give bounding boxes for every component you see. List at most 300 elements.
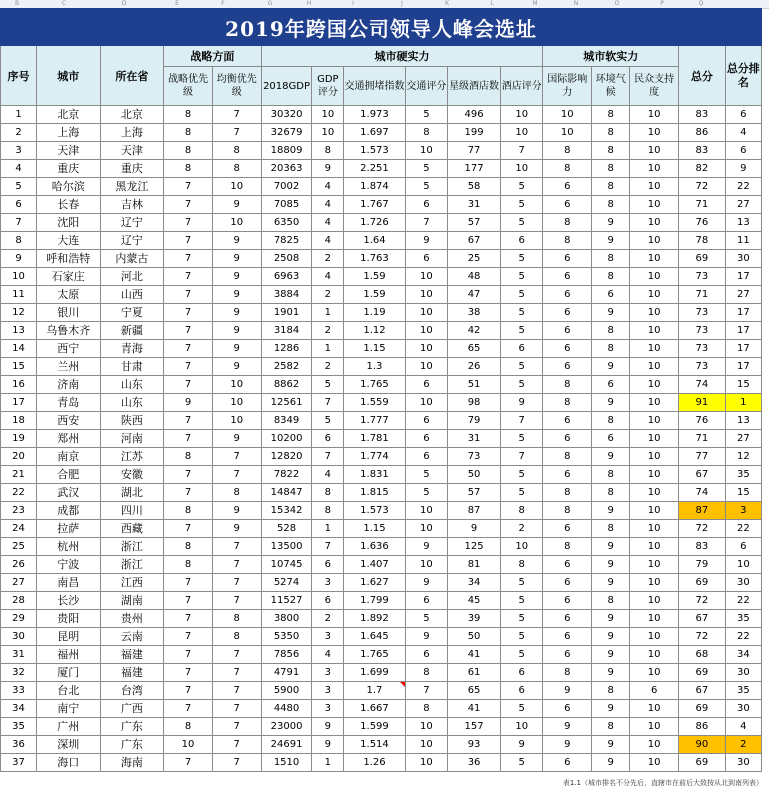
cell-environment[interactable]: 8 bbox=[592, 196, 630, 214]
cell-congestion-index[interactable]: 1.559 bbox=[344, 394, 405, 412]
cell-no[interactable]: 23 bbox=[1, 502, 37, 520]
cell-balance-priority[interactable]: 9 bbox=[212, 268, 261, 286]
cell-star-hotels[interactable]: 47 bbox=[448, 286, 501, 304]
cell-no[interactable]: 21 bbox=[1, 466, 37, 484]
cell-environment[interactable]: 8 bbox=[592, 124, 630, 142]
cell-gdp-score[interactable]: 10 bbox=[312, 124, 344, 142]
cell-intl-influence[interactable]: 10 bbox=[543, 124, 592, 142]
cell-total[interactable]: 83 bbox=[679, 142, 726, 160]
cell-balance-priority[interactable]: 9 bbox=[212, 502, 261, 520]
cell-hotel-score[interactable]: 5 bbox=[501, 430, 543, 448]
column-letter[interactable]: B bbox=[14, 0, 20, 7]
column-letter[interactable]: G bbox=[267, 0, 273, 7]
cell-environment[interactable]: 9 bbox=[592, 646, 630, 664]
cell-balance-priority[interactable]: 9 bbox=[212, 430, 261, 448]
cell-star-hotels[interactable]: 125 bbox=[448, 538, 501, 556]
cell-total[interactable]: 69 bbox=[679, 250, 726, 268]
cell-gdp-score[interactable]: 4 bbox=[312, 214, 344, 232]
cell-no[interactable]: 10 bbox=[1, 268, 37, 286]
cell-gdp-2018[interactable]: 14847 bbox=[261, 484, 312, 502]
cell-rank[interactable]: 17 bbox=[725, 340, 761, 358]
cell-city[interactable]: 银川 bbox=[37, 304, 101, 322]
cell-public-support[interactable]: 10 bbox=[630, 178, 679, 196]
cell-balance-priority[interactable]: 10 bbox=[212, 412, 261, 430]
cell-total[interactable]: 69 bbox=[679, 754, 726, 772]
cell-environment[interactable]: 9 bbox=[592, 664, 630, 682]
cell-public-support[interactable]: 10 bbox=[630, 646, 679, 664]
cell-gdp-2018[interactable]: 15342 bbox=[261, 502, 312, 520]
cell-intl-influence[interactable]: 8 bbox=[543, 376, 592, 394]
cell-intl-influence[interactable]: 6 bbox=[543, 628, 592, 646]
cell-traffic-score[interactable]: 6 bbox=[405, 250, 447, 268]
cell-gdp-score[interactable]: 2 bbox=[312, 358, 344, 376]
cell-congestion-index[interactable]: 1.781 bbox=[344, 430, 405, 448]
cell-city[interactable]: 上海 bbox=[37, 124, 101, 142]
cell-hotel-score[interactable]: 5 bbox=[501, 196, 543, 214]
cell-no[interactable]: 31 bbox=[1, 646, 37, 664]
cell-public-support[interactable]: 10 bbox=[630, 340, 679, 358]
cell-no[interactable]: 2 bbox=[1, 124, 37, 142]
cell-gdp-2018[interactable]: 23000 bbox=[261, 718, 312, 736]
cell-gdp-score[interactable]: 4 bbox=[312, 232, 344, 250]
cell-province[interactable]: 辽宁 bbox=[100, 232, 164, 250]
cell-no[interactable]: 27 bbox=[1, 574, 37, 592]
cell-strategic-priority[interactable]: 10 bbox=[164, 736, 213, 754]
cell-balance-priority[interactable]: 7 bbox=[212, 664, 261, 682]
cell-province[interactable]: 贵州 bbox=[100, 610, 164, 628]
cell-balance-priority[interactable]: 10 bbox=[212, 394, 261, 412]
cell-strategic-priority[interactable]: 7 bbox=[164, 610, 213, 628]
cell-gdp-score[interactable]: 9 bbox=[312, 160, 344, 178]
cell-balance-priority[interactable]: 7 bbox=[212, 646, 261, 664]
cell-balance-priority[interactable]: 7 bbox=[212, 700, 261, 718]
cell-total[interactable]: 73 bbox=[679, 358, 726, 376]
cell-traffic-score[interactable]: 8 bbox=[405, 124, 447, 142]
cell-province[interactable]: 广西 bbox=[100, 700, 164, 718]
cell-congestion-index[interactable]: 1.3 bbox=[344, 358, 405, 376]
cell-city[interactable]: 长沙 bbox=[37, 592, 101, 610]
cell-hotel-score[interactable]: 5 bbox=[501, 610, 543, 628]
cell-congestion-index[interactable]: 1.973 bbox=[344, 106, 405, 124]
cell-total[interactable]: 71 bbox=[679, 430, 726, 448]
column-letter[interactable]: F bbox=[221, 0, 225, 7]
cell-environment[interactable]: 9 bbox=[592, 700, 630, 718]
cell-balance-priority[interactable]: 8 bbox=[212, 160, 261, 178]
cell-total[interactable]: 68 bbox=[679, 646, 726, 664]
cell-province[interactable]: 上海 bbox=[100, 124, 164, 142]
cell-traffic-score[interactable]: 6 bbox=[405, 412, 447, 430]
cell-star-hotels[interactable]: 65 bbox=[448, 340, 501, 358]
cell-strategic-priority[interactable]: 7 bbox=[164, 340, 213, 358]
cell-city[interactable]: 哈尔滨 bbox=[37, 178, 101, 196]
cell-traffic-score[interactable]: 10 bbox=[405, 718, 447, 736]
cell-gdp-score[interactable]: 5 bbox=[312, 376, 344, 394]
cell-congestion-index[interactable]: 1.26 bbox=[344, 754, 405, 772]
cell-public-support[interactable]: 6 bbox=[630, 682, 679, 700]
cell-rank[interactable]: 35 bbox=[725, 466, 761, 484]
cell-gdp-2018[interactable]: 7085 bbox=[261, 196, 312, 214]
cell-balance-priority[interactable]: 10 bbox=[212, 214, 261, 232]
cell-intl-influence[interactable]: 6 bbox=[543, 754, 592, 772]
cell-province[interactable]: 江苏 bbox=[100, 448, 164, 466]
cell-rank[interactable]: 13 bbox=[725, 412, 761, 430]
cell-province[interactable]: 宁夏 bbox=[100, 304, 164, 322]
cell-total[interactable]: 72 bbox=[679, 592, 726, 610]
cell-star-hotels[interactable]: 65 bbox=[448, 682, 501, 700]
cell-rank[interactable]: 22 bbox=[725, 592, 761, 610]
cell-environment[interactable]: 8 bbox=[592, 520, 630, 538]
cell-gdp-2018[interactable]: 3184 bbox=[261, 322, 312, 340]
cell-environment[interactable]: 6 bbox=[592, 286, 630, 304]
cell-province[interactable]: 福建 bbox=[100, 664, 164, 682]
cell-traffic-score[interactable]: 5 bbox=[405, 106, 447, 124]
cell-rank[interactable]: 6 bbox=[725, 538, 761, 556]
cell-public-support[interactable]: 10 bbox=[630, 250, 679, 268]
cell-city[interactable]: 北京 bbox=[37, 106, 101, 124]
cell-strategic-priority[interactable]: 7 bbox=[164, 376, 213, 394]
cell-public-support[interactable]: 10 bbox=[630, 538, 679, 556]
cell-balance-priority[interactable]: 7 bbox=[212, 538, 261, 556]
cell-balance-priority[interactable]: 8 bbox=[212, 628, 261, 646]
cell-strategic-priority[interactable]: 8 bbox=[164, 448, 213, 466]
cell-intl-influence[interactable]: 6 bbox=[543, 592, 592, 610]
cell-environment[interactable]: 6 bbox=[592, 430, 630, 448]
cell-city[interactable]: 广州 bbox=[37, 718, 101, 736]
cell-environment[interactable]: 9 bbox=[592, 304, 630, 322]
cell-traffic-score[interactable]: 6 bbox=[405, 430, 447, 448]
cell-province[interactable]: 吉林 bbox=[100, 196, 164, 214]
cell-star-hotels[interactable]: 9 bbox=[448, 520, 501, 538]
cell-gdp-2018[interactable]: 6963 bbox=[261, 268, 312, 286]
cell-gdp-score[interactable]: 3 bbox=[312, 664, 344, 682]
cell-hotel-score[interactable]: 5 bbox=[501, 574, 543, 592]
cell-no[interactable]: 26 bbox=[1, 556, 37, 574]
cell-intl-influence[interactable]: 6 bbox=[543, 646, 592, 664]
cell-no[interactable]: 20 bbox=[1, 448, 37, 466]
cell-star-hotels[interactable]: 41 bbox=[448, 700, 501, 718]
cell-city[interactable]: 深圳 bbox=[37, 736, 101, 754]
cell-environment[interactable]: 8 bbox=[592, 160, 630, 178]
cell-total[interactable]: 72 bbox=[679, 520, 726, 538]
cell-intl-influence[interactable]: 10 bbox=[543, 106, 592, 124]
cell-no[interactable]: 32 bbox=[1, 664, 37, 682]
cell-gdp-score[interactable]: 6 bbox=[312, 430, 344, 448]
cell-hotel-score[interactable]: 7 bbox=[501, 412, 543, 430]
cell-congestion-index[interactable]: 1.892 bbox=[344, 610, 405, 628]
cell-intl-influence[interactable]: 9 bbox=[543, 718, 592, 736]
cell-city[interactable]: 长春 bbox=[37, 196, 101, 214]
cell-intl-influence[interactable]: 6 bbox=[543, 322, 592, 340]
cell-city[interactable]: 昆明 bbox=[37, 628, 101, 646]
cell-star-hotels[interactable]: 45 bbox=[448, 592, 501, 610]
cell-no[interactable]: 9 bbox=[1, 250, 37, 268]
cell-intl-influence[interactable]: 6 bbox=[543, 304, 592, 322]
cell-no[interactable]: 1 bbox=[1, 106, 37, 124]
cell-gdp-score[interactable]: 7 bbox=[312, 448, 344, 466]
cell-public-support[interactable]: 10 bbox=[630, 754, 679, 772]
cell-congestion-index[interactable]: 1.19 bbox=[344, 304, 405, 322]
cell-star-hotels[interactable]: 25 bbox=[448, 250, 501, 268]
cell-gdp-score[interactable]: 6 bbox=[312, 592, 344, 610]
cell-environment[interactable]: 8 bbox=[592, 142, 630, 160]
cell-city[interactable]: 兰州 bbox=[37, 358, 101, 376]
cell-public-support[interactable]: 10 bbox=[630, 214, 679, 232]
column-letter[interactable]: D bbox=[121, 0, 127, 7]
cell-province[interactable]: 河南 bbox=[100, 430, 164, 448]
cell-province[interactable]: 天津 bbox=[100, 142, 164, 160]
cell-intl-influence[interactable]: 6 bbox=[543, 178, 592, 196]
cell-no[interactable]: 3 bbox=[1, 142, 37, 160]
cell-province[interactable]: 河北 bbox=[100, 268, 164, 286]
cell-province[interactable]: 山东 bbox=[100, 394, 164, 412]
cell-city[interactable]: 南宁 bbox=[37, 700, 101, 718]
cell-province[interactable]: 广东 bbox=[100, 736, 164, 754]
cell-city[interactable]: 海口 bbox=[37, 754, 101, 772]
cell-gdp-score[interactable]: 2 bbox=[312, 610, 344, 628]
cell-intl-influence[interactable]: 6 bbox=[543, 574, 592, 592]
cell-congestion-index[interactable]: 1.599 bbox=[344, 718, 405, 736]
cell-congestion-index[interactable]: 1.765 bbox=[344, 376, 405, 394]
cell-no[interactable]: 22 bbox=[1, 484, 37, 502]
cell-gdp-2018[interactable]: 2582 bbox=[261, 358, 312, 376]
cell-traffic-score[interactable]: 10 bbox=[405, 502, 447, 520]
cell-environment[interactable]: 8 bbox=[592, 466, 630, 484]
cell-strategic-priority[interactable]: 7 bbox=[164, 754, 213, 772]
cell-province[interactable]: 黑龙江 bbox=[100, 178, 164, 196]
cell-star-hotels[interactable]: 50 bbox=[448, 628, 501, 646]
cell-total[interactable]: 73 bbox=[679, 304, 726, 322]
cell-public-support[interactable]: 10 bbox=[630, 196, 679, 214]
column-letter[interactable]: H bbox=[306, 0, 312, 7]
cell-traffic-score[interactable]: 10 bbox=[405, 340, 447, 358]
cell-province[interactable]: 山西 bbox=[100, 286, 164, 304]
cell-rank[interactable]: 6 bbox=[725, 142, 761, 160]
cell-city[interactable]: 南昌 bbox=[37, 574, 101, 592]
cell-intl-influence[interactable]: 6 bbox=[543, 520, 592, 538]
cell-province[interactable]: 辽宁 bbox=[100, 214, 164, 232]
cell-gdp-2018[interactable]: 4480 bbox=[261, 700, 312, 718]
column-letter[interactable]: N bbox=[573, 0, 579, 7]
cell-strategic-priority[interactable]: 7 bbox=[164, 574, 213, 592]
cell-total[interactable]: 69 bbox=[679, 700, 726, 718]
cell-star-hotels[interactable]: 177 bbox=[448, 160, 501, 178]
cell-congestion-index[interactable]: 1.765 bbox=[344, 646, 405, 664]
cell-congestion-index[interactable]: 1.627 bbox=[344, 574, 405, 592]
cell-no[interactable]: 30 bbox=[1, 628, 37, 646]
cell-no[interactable]: 7 bbox=[1, 214, 37, 232]
cell-star-hotels[interactable]: 31 bbox=[448, 430, 501, 448]
cell-environment[interactable]: 9 bbox=[592, 538, 630, 556]
cell-intl-influence[interactable]: 9 bbox=[543, 682, 592, 700]
cell-public-support[interactable]: 10 bbox=[630, 358, 679, 376]
cell-no[interactable]: 33 bbox=[1, 682, 37, 700]
cell-star-hotels[interactable]: 77 bbox=[448, 142, 501, 160]
cell-hotel-score[interactable]: 5 bbox=[501, 358, 543, 376]
cell-rank[interactable]: 15 bbox=[725, 484, 761, 502]
cell-star-hotels[interactable]: 50 bbox=[448, 466, 501, 484]
column-letter[interactable]: E bbox=[175, 0, 179, 7]
cell-intl-influence[interactable]: 6 bbox=[543, 196, 592, 214]
cell-rank[interactable]: 30 bbox=[725, 664, 761, 682]
cell-rank[interactable]: 11 bbox=[725, 232, 761, 250]
cell-star-hotels[interactable]: 57 bbox=[448, 484, 501, 502]
cell-traffic-score[interactable]: 6 bbox=[405, 376, 447, 394]
cell-province[interactable]: 浙江 bbox=[100, 556, 164, 574]
cell-no[interactable]: 5 bbox=[1, 178, 37, 196]
cell-total[interactable]: 71 bbox=[679, 196, 726, 214]
cell-star-hotels[interactable]: 98 bbox=[448, 394, 501, 412]
cell-star-hotels[interactable]: 36 bbox=[448, 754, 501, 772]
cell-congestion-index[interactable]: 1.874 bbox=[344, 178, 405, 196]
cell-public-support[interactable]: 10 bbox=[630, 556, 679, 574]
cell-total[interactable]: 82 bbox=[679, 160, 726, 178]
cell-no[interactable]: 25 bbox=[1, 538, 37, 556]
column-letter[interactable]: I bbox=[352, 0, 354, 7]
cell-congestion-index[interactable]: 1.7 bbox=[344, 682, 405, 700]
cell-gdp-score[interactable]: 2 bbox=[312, 286, 344, 304]
cell-province[interactable]: 广东 bbox=[100, 718, 164, 736]
cell-traffic-score[interactable]: 5 bbox=[405, 484, 447, 502]
cell-rank[interactable]: 35 bbox=[725, 610, 761, 628]
cell-hotel-score[interactable]: 8 bbox=[501, 502, 543, 520]
cell-gdp-2018[interactable]: 13500 bbox=[261, 538, 312, 556]
cell-province[interactable]: 山东 bbox=[100, 376, 164, 394]
cell-no[interactable]: 6 bbox=[1, 196, 37, 214]
cell-city[interactable]: 天津 bbox=[37, 142, 101, 160]
cell-balance-priority[interactable]: 7 bbox=[212, 736, 261, 754]
cell-hotel-score[interactable]: 5 bbox=[501, 376, 543, 394]
cell-strategic-priority[interactable]: 8 bbox=[164, 538, 213, 556]
cell-gdp-score[interactable]: 3 bbox=[312, 700, 344, 718]
cell-traffic-score[interactable]: 10 bbox=[405, 142, 447, 160]
cell-city[interactable]: 太原 bbox=[37, 286, 101, 304]
cell-congestion-index[interactable]: 1.59 bbox=[344, 268, 405, 286]
cell-strategic-priority[interactable]: 7 bbox=[164, 664, 213, 682]
cell-traffic-score[interactable]: 5 bbox=[405, 160, 447, 178]
cell-total[interactable]: 67 bbox=[679, 682, 726, 700]
cell-intl-influence[interactable]: 8 bbox=[543, 664, 592, 682]
cell-traffic-score[interactable]: 5 bbox=[405, 466, 447, 484]
cell-city[interactable]: 贵阳 bbox=[37, 610, 101, 628]
cell-public-support[interactable]: 10 bbox=[630, 124, 679, 142]
cell-city[interactable]: 乌鲁木齐 bbox=[37, 322, 101, 340]
cell-total[interactable]: 86 bbox=[679, 718, 726, 736]
cell-province[interactable]: 甘肃 bbox=[100, 358, 164, 376]
cell-environment[interactable]: 9 bbox=[592, 358, 630, 376]
cell-gdp-2018[interactable]: 10200 bbox=[261, 430, 312, 448]
cell-congestion-index[interactable]: 1.12 bbox=[344, 322, 405, 340]
cell-intl-influence[interactable]: 8 bbox=[543, 142, 592, 160]
cell-strategic-priority[interactable]: 7 bbox=[164, 322, 213, 340]
cell-city[interactable]: 呼和浩特 bbox=[37, 250, 101, 268]
cell-environment[interactable]: 9 bbox=[592, 502, 630, 520]
cell-strategic-priority[interactable]: 7 bbox=[164, 196, 213, 214]
cell-public-support[interactable]: 10 bbox=[630, 664, 679, 682]
cell-strategic-priority[interactable]: 9 bbox=[164, 394, 213, 412]
cell-star-hotels[interactable]: 57 bbox=[448, 214, 501, 232]
cell-intl-influence[interactable]: 8 bbox=[543, 502, 592, 520]
cell-gdp-2018[interactable]: 7822 bbox=[261, 466, 312, 484]
cell-gdp-2018[interactable]: 5900 bbox=[261, 682, 312, 700]
cell-intl-influence[interactable]: 6 bbox=[543, 412, 592, 430]
cell-congestion-index[interactable]: 1.774 bbox=[344, 448, 405, 466]
cell-environment[interactable]: 8 bbox=[592, 682, 630, 700]
column-letter[interactable]: C bbox=[61, 0, 67, 7]
cell-traffic-score[interactable]: 6 bbox=[405, 646, 447, 664]
cell-no[interactable]: 4 bbox=[1, 160, 37, 178]
cell-public-support[interactable]: 10 bbox=[630, 466, 679, 484]
cell-total[interactable]: 77 bbox=[679, 448, 726, 466]
cell-gdp-score[interactable]: 9 bbox=[312, 736, 344, 754]
cell-public-support[interactable]: 10 bbox=[630, 412, 679, 430]
cell-city[interactable]: 重庆 bbox=[37, 160, 101, 178]
cell-total[interactable]: 73 bbox=[679, 268, 726, 286]
cell-balance-priority[interactable]: 9 bbox=[212, 304, 261, 322]
cell-gdp-2018[interactable]: 24691 bbox=[261, 736, 312, 754]
cell-star-hotels[interactable]: 67 bbox=[448, 232, 501, 250]
cell-environment[interactable]: 8 bbox=[592, 106, 630, 124]
cell-no[interactable]: 24 bbox=[1, 520, 37, 538]
cell-hotel-score[interactable]: 6 bbox=[501, 232, 543, 250]
cell-gdp-2018[interactable]: 3884 bbox=[261, 286, 312, 304]
cell-province[interactable]: 浙江 bbox=[100, 538, 164, 556]
cell-star-hotels[interactable]: 58 bbox=[448, 178, 501, 196]
cell-environment[interactable]: 9 bbox=[592, 754, 630, 772]
cell-gdp-score[interactable]: 2 bbox=[312, 250, 344, 268]
cell-intl-influence[interactable]: 6 bbox=[543, 268, 592, 286]
cell-province[interactable]: 重庆 bbox=[100, 160, 164, 178]
cell-rank[interactable]: 27 bbox=[725, 286, 761, 304]
cell-congestion-index[interactable]: 1.636 bbox=[344, 538, 405, 556]
cell-balance-priority[interactable]: 9 bbox=[212, 250, 261, 268]
cell-strategic-priority[interactable]: 7 bbox=[164, 412, 213, 430]
cell-total[interactable]: 73 bbox=[679, 322, 726, 340]
cell-balance-priority[interactable]: 8 bbox=[212, 484, 261, 502]
cell-rank[interactable]: 10 bbox=[725, 556, 761, 574]
cell-city[interactable]: 大连 bbox=[37, 232, 101, 250]
cell-hotel-score[interactable]: 5 bbox=[501, 700, 543, 718]
cell-gdp-score[interactable]: 1 bbox=[312, 304, 344, 322]
cell-no[interactable]: 35 bbox=[1, 718, 37, 736]
cell-total[interactable]: 72 bbox=[679, 178, 726, 196]
cell-rank[interactable]: 9 bbox=[725, 160, 761, 178]
cell-hotel-score[interactable]: 5 bbox=[501, 592, 543, 610]
cell-province[interactable]: 四川 bbox=[100, 502, 164, 520]
cell-strategic-priority[interactable]: 7 bbox=[164, 466, 213, 484]
cell-total[interactable]: 78 bbox=[679, 232, 726, 250]
cell-total[interactable]: 71 bbox=[679, 286, 726, 304]
cell-balance-priority[interactable]: 7 bbox=[212, 592, 261, 610]
cell-strategic-priority[interactable]: 7 bbox=[164, 304, 213, 322]
cell-gdp-score[interactable]: 8 bbox=[312, 142, 344, 160]
cell-intl-influence[interactable]: 6 bbox=[543, 430, 592, 448]
cell-traffic-score[interactable]: 10 bbox=[405, 268, 447, 286]
cell-traffic-score[interactable]: 6 bbox=[405, 448, 447, 466]
cell-gdp-2018[interactable]: 3800 bbox=[261, 610, 312, 628]
cell-total[interactable]: 83 bbox=[679, 538, 726, 556]
cell-gdp-2018[interactable]: 8862 bbox=[261, 376, 312, 394]
cell-province[interactable]: 云南 bbox=[100, 628, 164, 646]
cell-hotel-score[interactable]: 7 bbox=[501, 448, 543, 466]
cell-city[interactable]: 西宁 bbox=[37, 340, 101, 358]
cell-gdp-2018[interactable]: 12820 bbox=[261, 448, 312, 466]
cell-gdp-2018[interactable]: 1510 bbox=[261, 754, 312, 772]
cell-city[interactable]: 青岛 bbox=[37, 394, 101, 412]
cell-star-hotels[interactable]: 51 bbox=[448, 376, 501, 394]
cell-province[interactable]: 西藏 bbox=[100, 520, 164, 538]
cell-congestion-index[interactable]: 1.15 bbox=[344, 520, 405, 538]
cell-hotel-score[interactable]: 5 bbox=[501, 286, 543, 304]
